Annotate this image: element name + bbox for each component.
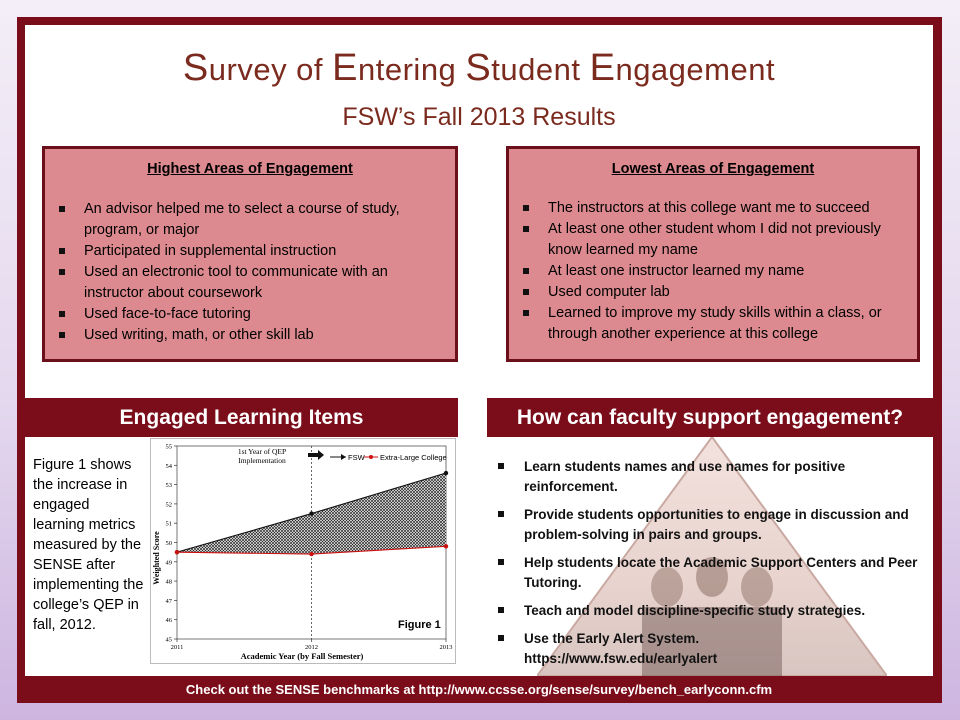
lowest-engagement-box	[506, 146, 920, 362]
support-item-text: Learn students names and use names for positive reinforcement.	[524, 459, 846, 494]
figure-caption: Figure 1 shows the increase in engaged learning metrics measured by the SENSE after implementing the college’s QEP in fall, 2012.	[33, 457, 144, 633]
highest-list	[45, 199, 455, 346]
data-point-extra-large	[444, 544, 448, 548]
figure-label: Figure 1	[398, 619, 441, 631]
y-tick-label: 45	[165, 636, 172, 644]
y-tick-label: 53	[165, 482, 172, 490]
title-cap-4: E	[589, 47, 616, 89]
support-item-text: Provide students opportunities to engage in discussion and problem-solving in pairs and groups.	[524, 507, 909, 542]
footer-benchmarks-link[interactable]: Check out the SENSE benchmarks at http://www.ccsse.org/sense/survey/bench_earlyconn.cfm	[25, 676, 933, 703]
x-axis-label: Academic Year (by Fall Semester)	[240, 651, 364, 661]
engagement-chart	[150, 438, 456, 664]
list-item: The instructors at this college want me to succeed	[523, 198, 907, 219]
title-cap-2: E	[332, 47, 359, 89]
highest-heading: Highest Areas of Engagement	[147, 161, 353, 177]
y-axis-label: Weighted Score	[152, 531, 161, 585]
legend-fsw: FSW	[348, 453, 365, 462]
y-tick-label: 55	[165, 443, 172, 451]
list-item: Used face-to-face tutoring	[59, 304, 445, 325]
y-tick-label: 49	[165, 559, 172, 567]
data-point-extra-large	[175, 550, 179, 554]
list-item: Used computer lab	[523, 282, 907, 303]
list-item: Used an electronic tool to communicate with an instructor about coursework	[59, 262, 445, 304]
chart-legend	[330, 453, 447, 462]
lowest-heading: Lowest Areas of Engagement	[611, 161, 815, 177]
list-item	[495, 505, 920, 545]
list-item: Participated in supplemental instruction	[59, 241, 445, 262]
x-tick-label: 2012	[305, 644, 318, 651]
legend-xl-marker	[369, 455, 373, 459]
page-title	[25, 47, 933, 90]
y-tick-label: 52	[165, 501, 172, 509]
title-rest-2: ntering	[358, 52, 466, 87]
faculty-support-heading: How can faculty support engagement?	[487, 398, 933, 437]
list-item	[495, 629, 920, 669]
y-tick-label: 46	[165, 617, 172, 625]
legend-xl: Extra-Large College	[380, 453, 447, 462]
title-rest-3: tudent	[491, 52, 590, 87]
support-list	[495, 457, 920, 676]
x-tick-label: 2011	[170, 644, 184, 651]
list-item	[495, 601, 920, 621]
title-cap-1: S	[182, 47, 209, 89]
data-point-fsw	[444, 471, 448, 475]
data-point-extra-large	[309, 552, 313, 556]
list-item: Used writing, math, or other skill lab	[59, 325, 445, 346]
y-tick-label: 48	[165, 578, 172, 586]
early-alert-link[interactable]: https://www.fsw.edu/earlyalert	[524, 651, 718, 666]
title-rest-4: ngagement	[615, 52, 776, 87]
lowest-list	[509, 198, 917, 345]
support-item-text: Teach and model discipline-specific study strategies.	[524, 603, 866, 618]
page-subtitle: FSW’s Fall 2013 Results	[342, 103, 616, 131]
support-item-text: Use the Early Alert System.	[524, 631, 700, 646]
engaged-learning-heading: Engaged Learning Items	[25, 398, 458, 437]
title-cap-3: S	[465, 47, 492, 89]
list-item	[495, 553, 920, 593]
list-item: At least one other student whom I did not previously know learned my name	[523, 219, 907, 261]
support-item-text: Help students locate the Academic Support Centers and Peer Tutoring.	[524, 555, 918, 590]
y-tick-label: 50	[165, 540, 172, 547]
list-item: An advisor helped me to select a course of study, program, or major	[59, 199, 445, 241]
y-tick-label: 54	[165, 462, 172, 470]
y-tick-label: 47	[165, 597, 172, 605]
data-point-fsw	[309, 511, 313, 515]
list-item	[495, 457, 920, 497]
faculty-support-panel	[487, 437, 933, 676]
y-tick-label: 51	[165, 520, 172, 528]
qep-annotation: 1st Year of QEP Implementation	[237, 447, 287, 465]
title-rest-1: urvey of	[208, 52, 333, 87]
highest-engagement-box	[42, 146, 458, 362]
x-tick-label: 2013	[439, 644, 453, 651]
list-item: Learned to improve my study skills within a class, or through another experience at this college	[523, 303, 907, 345]
list-item: At least one instructor learned my name	[523, 261, 907, 282]
